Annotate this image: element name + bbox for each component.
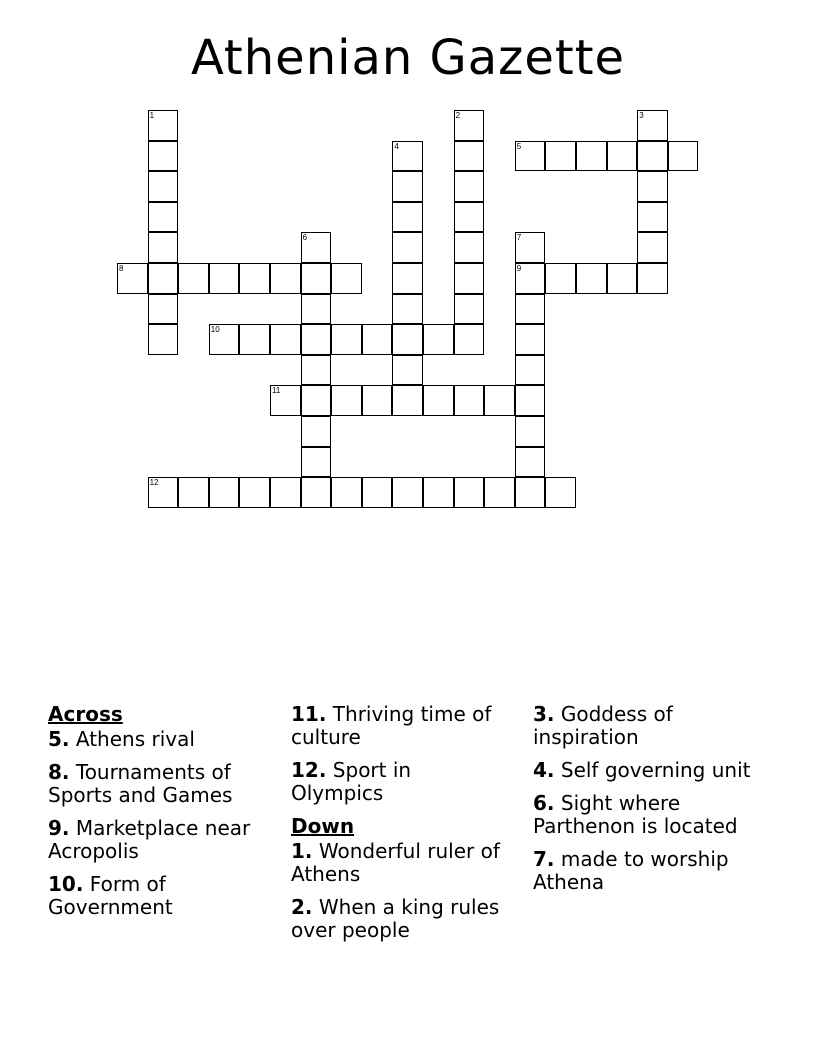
down-header: Down — [291, 814, 355, 838]
clue-number: 6. — [533, 791, 555, 815]
across-header: Across — [48, 702, 123, 726]
clue-text: Athens rival — [75, 727, 195, 751]
clue-down-1 — [291, 840, 501, 886]
grid-cell[interactable] — [545, 141, 576, 172]
clue-number: 9. — [48, 816, 70, 840]
grid-cell[interactable] — [607, 263, 638, 294]
grid-cell[interactable] — [515, 385, 546, 416]
grid-cell[interactable] — [301, 232, 332, 263]
clue-across-12 — [291, 759, 501, 805]
grid-cell[interactable] — [239, 263, 270, 294]
grid-cell[interactable] — [148, 141, 179, 172]
grid-cell[interactable] — [301, 385, 332, 416]
clue-number-label: 9 — [516, 264, 522, 273]
grid-cell[interactable] — [270, 324, 301, 355]
clue-number: 4. — [533, 758, 555, 782]
clue-text: Self governing unit — [560, 758, 751, 782]
clue-text: Marketplace near Acropolis — [48, 816, 251, 863]
grid-cell[interactable] — [392, 294, 423, 325]
grid-cell[interactable] — [637, 263, 668, 294]
clue-text: Thriving time of culture — [291, 702, 492, 749]
clue-text: Goddess of inspiration — [533, 702, 673, 749]
clue-down-7 — [533, 848, 773, 894]
grid-cell[interactable] — [637, 141, 668, 172]
clue-text: Tournaments of Sports and Games — [48, 760, 233, 807]
clue-number-label: 4 — [394, 141, 399, 151]
grid-cell[interactable] — [117, 263, 148, 294]
grid-cell[interactable] — [148, 110, 179, 141]
grid-cell[interactable] — [576, 141, 607, 172]
clue-text: Sport in Olympics — [291, 758, 412, 805]
clue-number-label: 10 — [210, 325, 220, 335]
grid-cell[interactable] — [239, 477, 270, 508]
grid-cell[interactable] — [362, 385, 393, 416]
clue-across-10 — [48, 873, 288, 919]
clues-column-3 — [533, 703, 773, 904]
clue-across-11 — [291, 703, 501, 749]
grid-cell[interactable] — [454, 477, 485, 508]
grid-cell[interactable] — [148, 171, 179, 202]
grid-cell[interactable] — [209, 263, 240, 294]
clue-number: 8. — [48, 760, 70, 784]
grid-cell[interactable] — [148, 294, 179, 325]
grid-cell[interactable] — [454, 171, 485, 202]
grid-cell[interactable] — [423, 324, 454, 355]
grid-cell[interactable] — [178, 263, 209, 294]
grid-cell[interactable] — [331, 324, 362, 355]
clue-down-3 — [533, 703, 773, 749]
grid-cell[interactable] — [209, 477, 240, 508]
grid-cell[interactable] — [515, 477, 546, 508]
grid-cell[interactable] — [239, 324, 270, 355]
grid-cell[interactable] — [454, 263, 485, 294]
page-title: Athenian Gazette — [190, 30, 626, 86]
clue-number-label: 5 — [516, 141, 522, 151]
grid-cell[interactable] — [515, 324, 546, 355]
grid-cell[interactable] — [270, 385, 301, 416]
clue-number-label: 2 — [455, 111, 461, 120]
grid-cell[interactable] — [301, 355, 332, 386]
clue-number-label: 1 — [149, 111, 155, 120]
grid-cell[interactable] — [148, 202, 179, 233]
clue-number: 12. — [291, 758, 327, 782]
grid-cell[interactable] — [362, 324, 393, 355]
clue-across-9 — [48, 817, 288, 863]
clue-number: 2. — [291, 895, 313, 919]
grid-cell[interactable] — [515, 355, 546, 386]
clue-number-label: 6 — [302, 233, 308, 243]
grid-cell[interactable] — [637, 232, 668, 263]
clue-text: Sight where Parthenon is located — [533, 791, 738, 838]
grid-cell[interactable] — [270, 263, 301, 294]
grid-cell[interactable] — [454, 324, 485, 355]
grid-cell[interactable] — [392, 263, 423, 294]
clue-number: 3. — [533, 702, 555, 726]
grid-cell[interactable] — [392, 355, 423, 386]
grid-cell[interactable] — [148, 232, 179, 263]
grid-cell[interactable] — [301, 324, 332, 355]
clues-column-1 — [48, 703, 288, 929]
grid-cell[interactable] — [637, 171, 668, 202]
grid-cell[interactable] — [576, 263, 607, 294]
clue-number-label: 12 — [149, 478, 159, 488]
clue-down-2 — [291, 896, 501, 942]
clue-text: made to worship Athena — [533, 847, 729, 894]
grid-cell[interactable] — [148, 324, 179, 355]
grid-cell[interactable] — [515, 141, 546, 172]
clues-column-2 — [291, 703, 501, 952]
grid-cell[interactable] — [392, 171, 423, 202]
grid-cell[interactable] — [301, 263, 332, 294]
grid-cell[interactable] — [515, 294, 546, 325]
clue-down-4 — [533, 759, 773, 782]
clue-number: 1. — [291, 839, 313, 863]
grid-cell[interactable] — [607, 141, 638, 172]
clue-number-label: 11 — [272, 386, 281, 396]
grid-cell[interactable] — [637, 110, 668, 141]
grid-cell[interactable] — [515, 263, 546, 294]
grid-cell[interactable] — [392, 477, 423, 508]
grid-cell[interactable] — [301, 447, 332, 478]
grid-cell[interactable] — [484, 477, 515, 508]
clue-number: 7. — [533, 847, 555, 871]
grid-cell[interactable] — [515, 416, 546, 447]
grid-cell[interactable] — [515, 232, 546, 263]
clue-number-label: 7 — [516, 233, 522, 243]
grid-cell[interactable] — [423, 385, 454, 416]
clue-number-label: 3 — [639, 111, 644, 120]
grid-cell[interactable] — [454, 110, 485, 141]
grid-cell[interactable] — [545, 263, 576, 294]
grid-cell[interactable] — [423, 477, 454, 508]
clue-number: 11. — [291, 702, 327, 726]
grid-cell[interactable] — [392, 232, 423, 263]
clue-text: Form of Government — [48, 872, 173, 919]
grid-cell[interactable] — [331, 263, 362, 294]
grid-cell[interactable] — [392, 324, 423, 355]
grid-cell[interactable] — [209, 324, 240, 355]
grid-cell[interactable] — [148, 477, 179, 508]
grid-cell[interactable] — [454, 232, 485, 263]
grid-cell[interactable] — [515, 447, 546, 478]
grid-cell[interactable] — [270, 477, 301, 508]
clue-number: 5. — [48, 727, 70, 751]
grid-cell[interactable] — [392, 202, 423, 233]
clue-down-6 — [533, 792, 773, 838]
grid-cell[interactable] — [148, 263, 179, 294]
grid-cell[interactable] — [668, 141, 699, 172]
grid-cell[interactable] — [454, 141, 485, 172]
grid-cell[interactable] — [301, 294, 332, 325]
grid-cell[interactable] — [454, 294, 485, 325]
grid-cell[interactable] — [331, 477, 362, 508]
clue-number-label: 8 — [119, 264, 124, 273]
clue-across-5 — [48, 728, 288, 751]
grid-cell[interactable] — [301, 477, 332, 508]
grid-cell[interactable] — [178, 477, 209, 508]
grid-cell[interactable] — [301, 416, 332, 447]
grid-cell[interactable] — [454, 202, 485, 233]
clue-text: When a king rules over people — [291, 895, 500, 942]
clue-number: 10. — [48, 872, 84, 896]
grid-cell[interactable] — [545, 477, 576, 508]
clue-text: Wonderful ruler of Athens — [291, 839, 500, 886]
grid-cell[interactable] — [362, 477, 393, 508]
clue-across-8 — [48, 761, 288, 807]
grid-cell[interactable] — [331, 385, 362, 416]
grid-cell[interactable] — [637, 202, 668, 233]
grid-cell[interactable] — [392, 385, 423, 416]
grid-cell[interactable] — [392, 141, 423, 172]
grid-cell[interactable] — [454, 385, 485, 416]
grid-cell[interactable] — [484, 385, 515, 416]
